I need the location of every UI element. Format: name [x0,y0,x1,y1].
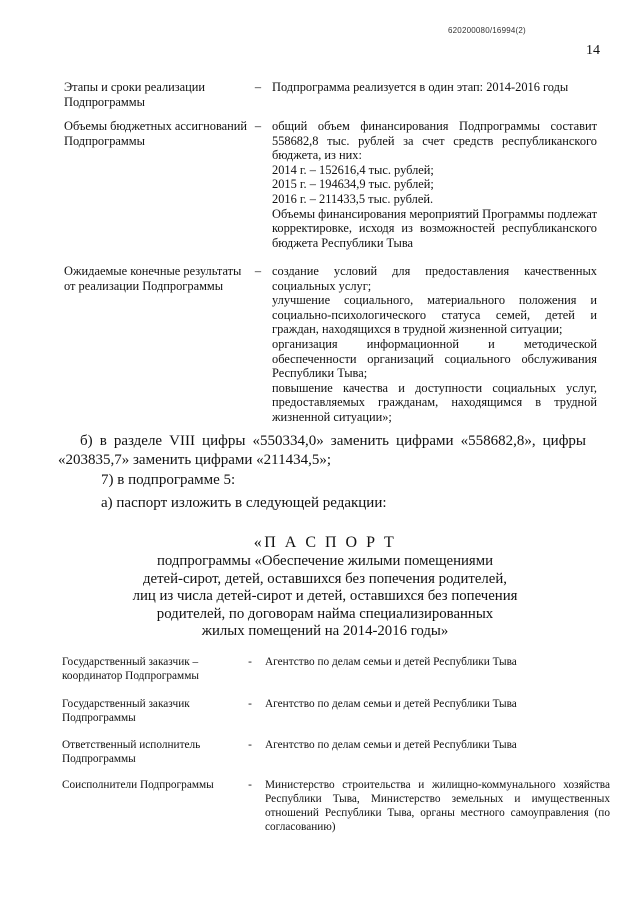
row-label: Ответственный исполнитель Подпрограммы [62,739,201,765]
table-row [64,119,604,259]
row-dash: - [248,698,252,710]
passport-subtitle-line: родителей, по договорам найма специализированных [156,605,494,622]
row-dash: - [248,656,252,668]
row-dash: - [248,739,252,751]
row-dash: - [248,779,252,791]
passport-row [62,738,610,770]
row-value [272,119,597,250]
paragraph-b: б) в разделе VIII цифры «550334,0» заменить цифрами «558682,8», цифры «203835,7» заменить цифрами «211434,5»; [58,433,586,468]
row-label: Объемы бюджетных ассигнований Подпрограммы [64,119,248,148]
passport-subtitle-line: лиц из числа детей-сирот и детей, оставшихся без попечения [132,588,518,605]
row-label: Соисполнители Подпрограммы [62,779,214,791]
row-dash: – [254,80,262,94]
row-value: Агентство по делам семьи и детей Республики Тыва [265,656,517,668]
row-value [272,264,597,425]
value-line: Объемы финансирования мероприятий Программы подлежат корректировке, исходя из возможностей республиканского бюджета Республики Тыва [272,206,597,250]
row-label: Этапы и сроки реализации Подпрограммы [64,80,206,109]
row-dash: – [254,119,262,133]
table-row [64,264,604,424]
value-line: улучшение социального, материального положения и социально-психологического статуса семей, детей и граждан, находящихся в трудной жизненной ситуации; [272,293,597,337]
paragraph-item7: 7) в подпрограмме 5: [101,472,236,488]
row-label: Ожидаемые конечные результаты от реализации Подпрограммы [64,264,242,293]
row-value: Агентство по делам семьи и детей Республики Тыва [265,698,517,710]
document-id: 620200080/16994(2) [448,26,526,35]
passport-row [62,697,610,729]
value-line: 2016 г. – 211433,5 тыс. рублей. [272,191,434,206]
passport-title [120,534,530,640]
row-label: Государственный заказчик Подпрограммы [62,698,190,724]
passport-row [62,655,610,687]
table-row [64,80,604,112]
value-line: создание условий для предоставления качественных социальных услуг; [272,264,597,293]
page-number: 14 [586,43,600,58]
passport-row [62,778,610,848]
value-line: Подпрограмма реализуется в один этап: 2014-2016 годы [272,80,569,94]
row-value: Министерство строительства и жилищно-коммунального хозяйства Республики Тыва, Министерство земельных и имущественных отношений Республики Тыва, органы местного самоуправления (по согласованию) [265,779,610,833]
value-line: повышение качества и доступности социальных услуг, предоставляемых гражданам, находящимся в трудной жизненной ситуации»; [272,380,597,424]
value-line: 2015 г. – 194634,9 тыс. рублей; [272,177,434,192]
passport-subtitle-line: детей-сирот, детей, оставшихся без попечения родителей, [143,570,507,587]
row-value [272,80,597,95]
passport-subtitle-line: подпрограммы «Обеспечение жилыми помещениями [157,553,493,570]
row-dash: – [254,264,262,278]
value-line: 2014 г. – 152616,4 тыс. рублей; [272,162,434,177]
passport-heading: «П А С П О Р Т [253,534,397,551]
value-line: общий объем финансирования Подпрограммы составит 558682,8 тыс. рублей за счет средств республиканского бюджета, из них: [272,119,597,163]
passport-subtitle-line: жилых помещений на 2014-2016 годы» [201,623,449,640]
paragraph-a: а) паспорт изложить в следующей редакции: [101,495,387,511]
row-label: Государственный заказчик – координатор Подпрограммы [62,656,199,682]
value-line: организация информационной и методической обеспеченности организаций социального обслуживания Республики Тыва; [272,336,597,381]
row-value: Агентство по делам семьи и детей Республики Тыва [265,739,517,751]
